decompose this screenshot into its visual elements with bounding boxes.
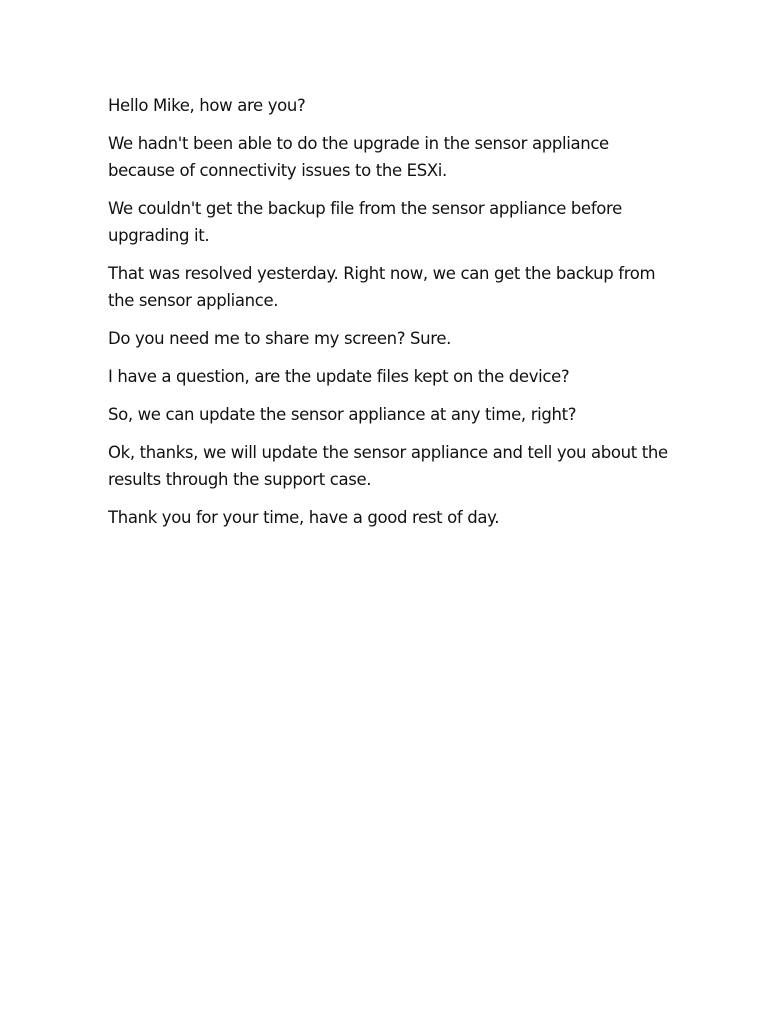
- paragraph-backup-issue: We couldn't get the backup file from the sensor appliance before upgrading it.: [108, 199, 622, 245]
- paragraph-resolved: That was resolved yesterday. Right now, we can get the backup from the sensor appliance.: [108, 264, 656, 310]
- paragraph-question: I have a question, are the update files kept on the device?: [108, 367, 570, 386]
- paragraph-greeting: Hello Mike, how are you?: [108, 96, 306, 115]
- document-body: [108, 92, 668, 542]
- paragraph-thanks-update: Ok, thanks, we will update the sensor appliance and tell you about the results through the support case.: [108, 443, 668, 489]
- paragraph-share-screen: Do you need me to share my screen? Sure.: [108, 329, 452, 348]
- paragraph-closing: Thank you for your time, have a good rest of day.: [108, 508, 500, 527]
- paragraph-update-anytime: So, we can update the sensor appliance at any time, right?: [108, 405, 577, 424]
- paragraph-upgrade-issue: We hadn't been able to do the upgrade in the sensor appliance because of connectivity issues to the ESXi.: [108, 134, 609, 180]
